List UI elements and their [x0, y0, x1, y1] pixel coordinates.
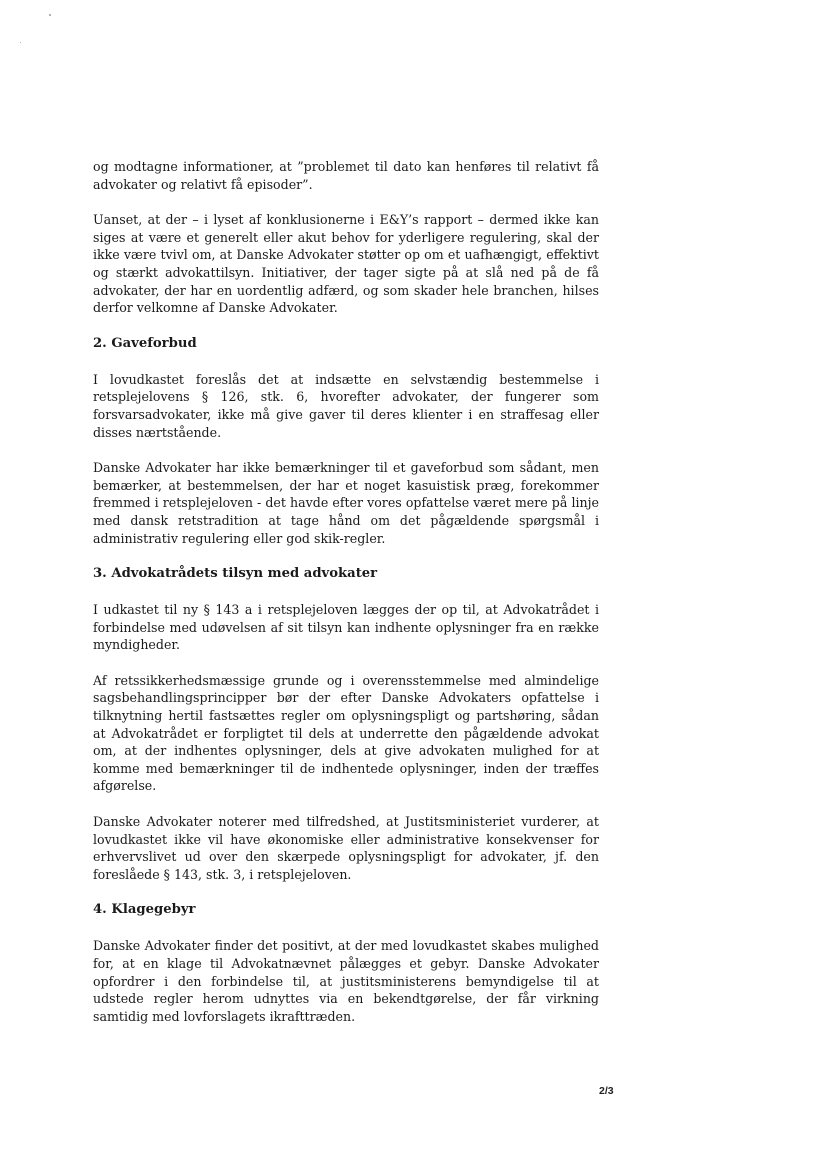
paragraph: Uanset, at der – i lyset af konklusionerne i E&Y’s rapport – dermed ikke kan siges at være et generelt eller akut behov for yderligere regulering, skal der ikke være tvivl om, at Danske Advokater støtter op om et uafhængigt, effektivt og stærkt advokattilsyn. Initiativer, der tager sigte på at slå ned på de få advokater, der har en uordentlig adfærd, og som skader hele branchen, hilses derfor velkomne af Danske Advokater.	[93, 212, 599, 316]
paragraph: Danske Advokater har ikke bemærkninger til et gaveforbud som sådant, men bemærker, at bestemmelsen, der har et noget kasuistisk præg, forekommer fremmed i retsplejeloven - det havde efter vores opfattelse været mere på linje med dansk retstradition at tage hånd om det pågældende spørgsmål i administrativ regulering eller god skik-regler.	[93, 460, 599, 546]
document-body	[93, 158, 599, 1043]
scan-speck	[20, 42, 21, 43]
section-heading-advokatraadets-tilsyn: 3. Advokatrådets tilsyn med advokater	[93, 566, 378, 582]
paragraph: I lovudkastet foreslås det at indsætte en selvstændig bestemmelse i retsplejelovens § 126, stk. 6, hvorefter advokater, der fungerer som forsvarsadvokater, ikke må give gaver til deres klienter i en straffesag eller disses nærtstående.	[93, 371, 599, 440]
paragraph: I udkastet til ny § 143 a i retsplejeloven lægges der op til, at Advokatrådet i forbindelse med udøvelsen af sit tilsyn kan indhente oplysninger fra en række myndigheder.	[93, 602, 599, 653]
scan-speck	[49, 14, 51, 16]
paragraph: Danske Advokater noterer med tilfredshed, at Justitsministeriet vurderer, at lovudkastet ikke vil have økonomiske eller administrative konsekvenser for erhvervslivet ud over den skærpede oplysningspligt for advokater, jf. den foreslåede § 143, stk. 3, i retsplejeloven.	[93, 814, 599, 882]
page-number: 2/3	[599, 1085, 614, 1097]
paragraph: og modtagne informationer, at ”problemet til dato kan henføres til relativt få advokater og relativt få episoder”.	[93, 159, 599, 192]
paragraph: Af retssikkerhedsmæssige grunde og i overensstemmelse med almindelige sagsbehandlingsprincipper bør der efter Danske Advokaters opfattelse i tilknytning hertil fastsættes regler om oplysningspligt og partshøring, sådan at Advokatrådet er forpligtet til dels at underrette den pågældende advokat om, at der indhentes oplysninger, dels at give advokaten mulighed for at komme med bemærkninger til de indhentede oplysninger, inden der træffes afgørelse.	[93, 672, 599, 794]
section-heading-gaveforbud: 2. Gaveforbud	[93, 335, 197, 351]
section-heading-klagegebyr: 4. Klagegebyr	[93, 902, 196, 918]
paragraph: Danske Advokater finder det positivt, at der med lovudkastet skabes mulighed for, at en klage til Advokatnævnet pålægges et gebyr. Danske Advokater opfordrer i den forbindelse til, at justitsministerens bemyndigelse til at udstede regler herom udnyttes via en bekendtgørelse, der får virkning samtidig med lovforslagets ikrafttræden.	[93, 938, 599, 1024]
